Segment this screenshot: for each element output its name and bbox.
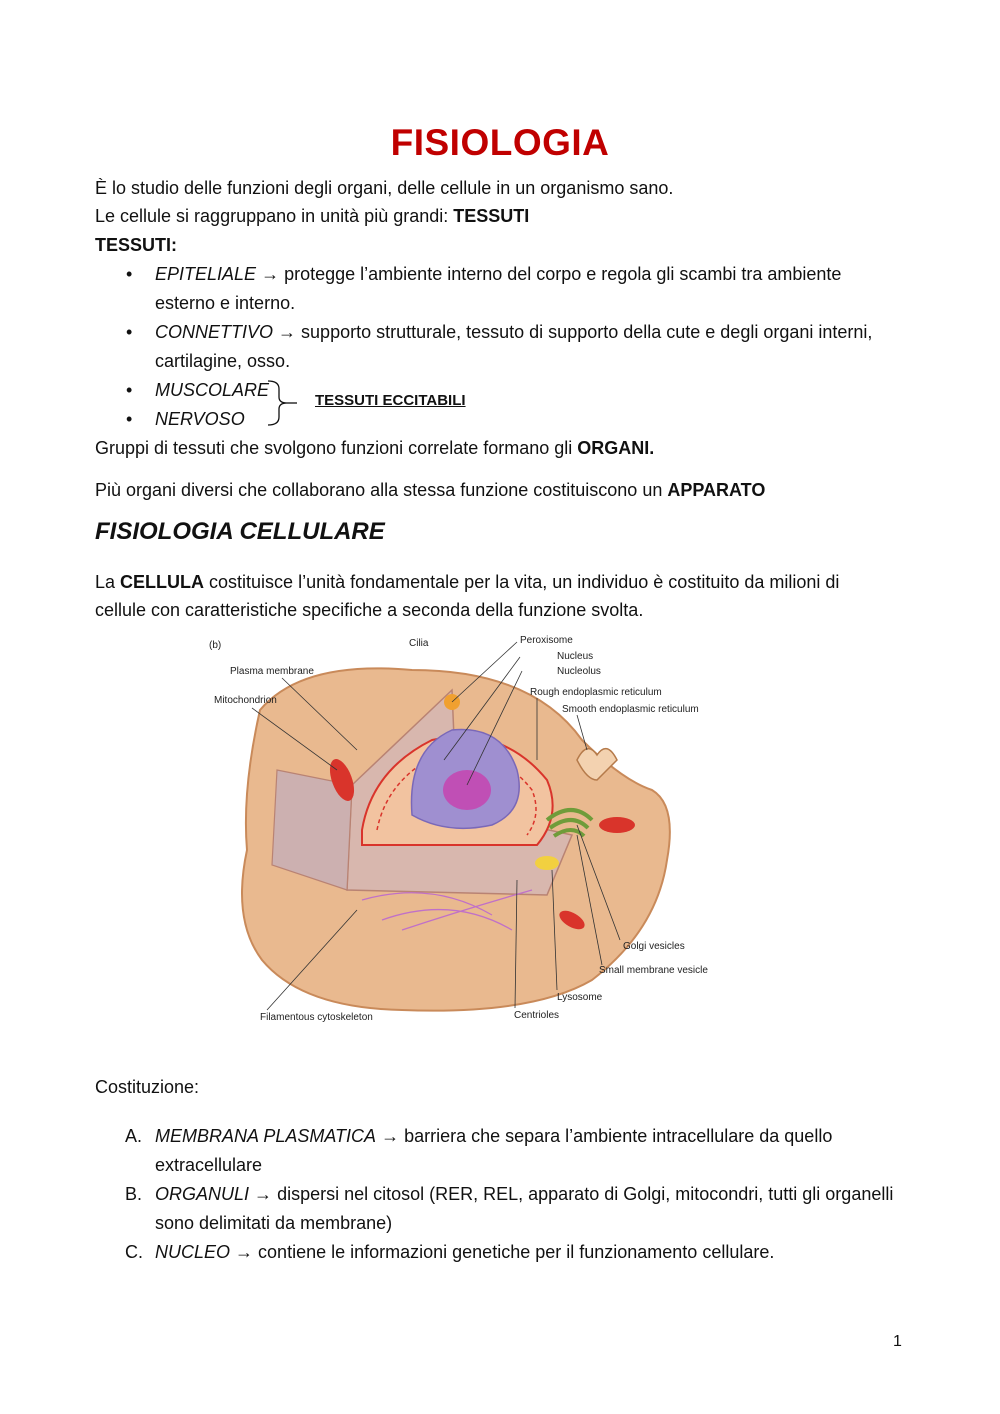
cell-diagram: [152, 630, 752, 1035]
label-lysosome: Lysosome: [557, 992, 603, 1003]
cell-paragraph: [95, 568, 895, 624]
arrow-icon: →: [261, 264, 280, 284]
tessuti-heading: TESSUTI:: [95, 235, 178, 255]
tissue-name: CONNETTIVO: [155, 322, 274, 342]
bullet-icon: •: [126, 380, 133, 400]
arrow-icon: →: [254, 1184, 273, 1204]
component-name: MEMBRANA PLASMATICA: [155, 1126, 377, 1146]
label-filamentous-cytoskeleton: Filamentous cytoskeleton: [260, 1012, 373, 1023]
label-mitochondrion: Mitochondrion: [214, 695, 277, 706]
cell-bold: CELLULA: [120, 572, 205, 592]
label-golgi-vesicles: Golgi vesicles: [623, 941, 685, 952]
label-rough-er: Rough endoplasmic reticulum: [530, 687, 662, 698]
tissue-list: [95, 260, 895, 434]
excitable-tissues-label: TESSUTI ECCITABILI: [315, 392, 466, 409]
bullet-icon: •: [126, 409, 133, 429]
label-nucleus: Nucleus: [557, 651, 594, 662]
intro-line-2: [95, 202, 529, 230]
tissue-description: protegge l’ambiente interno del corpo e regola gli scambi tra ambiente esterno e interno.: [155, 264, 842, 313]
components-list: [95, 1122, 895, 1267]
bullet-icon: •: [126, 322, 133, 342]
label-small-membrane-vesicle: Small membrane vesicle: [599, 965, 708, 976]
label-smooth-er: Smooth endoplasmic reticulum: [562, 704, 699, 715]
list-item: [95, 1238, 895, 1267]
component-description: dispersi nel citosol (RER, REL, apparato di Golgi, mitocondri, tutti gli organelli sono delimitati da membrane): [155, 1184, 894, 1233]
list-item: [95, 376, 895, 405]
list-item: [95, 405, 895, 434]
list-item: [95, 1122, 895, 1180]
organs-line: [95, 434, 654, 462]
brace-icon: [267, 379, 301, 427]
page-number: 1: [893, 1333, 902, 1350]
arrow-icon: →: [278, 322, 297, 342]
page-title: FISIOLOGIA: [390, 122, 610, 163]
label-nucleolus: Nucleolus: [557, 666, 601, 677]
list-marker: A.: [125, 1126, 143, 1146]
component-description: contiene le informazioni genetiche per il funzionamento cellulare.: [258, 1242, 775, 1262]
arrow-icon: →: [235, 1242, 254, 1262]
section-heading: FISIOLOGIA CELLULARE: [95, 518, 385, 545]
lysosome: [535, 856, 559, 870]
list-marker: C.: [125, 1242, 143, 1262]
component-description: barriera che separa l’ambiente intracellulare da quello extracellulare: [155, 1126, 833, 1175]
list-item: [95, 1180, 895, 1238]
tissue-name: NERVOSO: [155, 409, 245, 429]
apparato-line: [95, 476, 765, 504]
list-marker: B.: [125, 1184, 143, 1204]
component-name: NUCLEO: [155, 1242, 231, 1262]
list-item: [95, 318, 895, 376]
apparato-text: Più organi diversi che collaborano alla stessa funzione costituiscono un: [95, 480, 668, 500]
tissue-description: supporto strutturale, tessuto di supporto della cute e degli organi interni, cartilagine, osso.: [155, 322, 873, 371]
intro-line-1: È lo studio delle funzioni degli organi, delle cellule in un organismo sano.: [95, 178, 674, 198]
bullet-icon: •: [126, 264, 133, 284]
intro-line-2-bold: TESSUTI: [453, 206, 530, 226]
organs-text: Gruppi di tessuti che svolgono funzioni correlate formano gli: [95, 438, 578, 458]
label-peroxisome: Peroxisome: [520, 635, 573, 646]
apparato-bold: APPARATO: [667, 480, 766, 500]
cell-text-post: costituisce l’unità fondamentale per la vita, un individuo è costituito da milioni di cellule con caratteristiche specifiche a seconda della funzione svolta.: [95, 572, 840, 620]
organs-bold: ORGANI.: [577, 438, 655, 458]
costituzione-label: Costituzione:: [95, 1077, 200, 1097]
list-item: [95, 260, 895, 318]
arrow-icon: →: [381, 1126, 400, 1146]
label-cilia: Cilia: [409, 638, 429, 649]
cell-text-pre: La: [95, 572, 121, 592]
panel-label: (b): [209, 640, 222, 651]
label-centrioles: Centrioles: [514, 1010, 560, 1021]
label-plasma-membrane: Plasma membrane: [230, 666, 314, 677]
tissue-name: MUSCOLARE: [155, 380, 270, 400]
component-name: ORGANULI: [155, 1184, 250, 1204]
nucleolus: [443, 770, 491, 810]
intro-line-2-text: Le cellule si raggruppano in unità più grandi:: [95, 206, 454, 226]
tissue-name: EPITELIALE: [155, 264, 257, 284]
